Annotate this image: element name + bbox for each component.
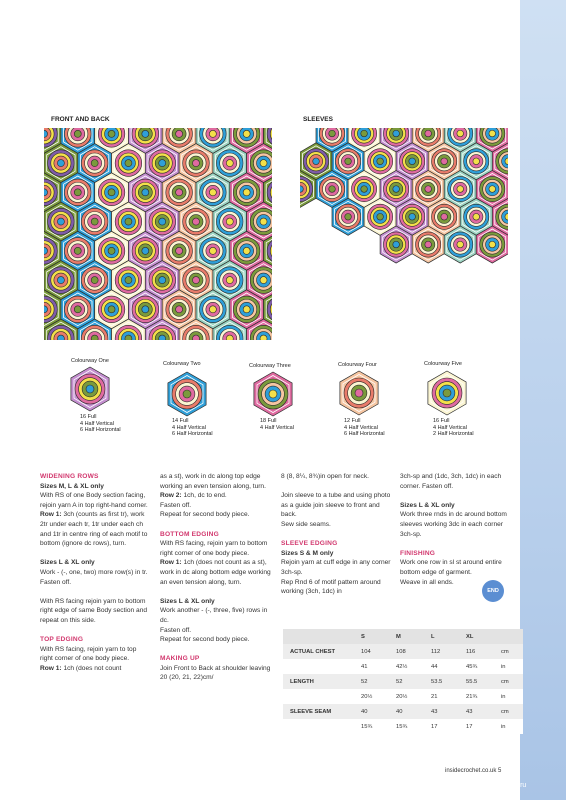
bottom-sizes-l-xl-subheading: Sizes L & XL only (160, 597, 215, 605)
colourway-one-label: Colourway One (71, 358, 109, 364)
widening-more-rows-text: Work - (-, one, two) more row(s) in tr. Fasten off. (40, 568, 148, 586)
colourway-four-label: Colourway Four (338, 362, 377, 368)
size-table (283, 629, 523, 734)
pattern-column-2 (160, 472, 272, 683)
colourway-five-counts (433, 418, 474, 438)
colourway-two-counts (172, 418, 213, 438)
making-up-text: Join Front to Back at shoulder leaving 20 (20, 21, 22)cm/ (160, 664, 271, 682)
sew-seams-text: Sew side seams. (281, 520, 331, 528)
sleeve-edging-heading: SLEEVE EDGING (281, 540, 338, 548)
top-edging-heading: TOP EDGING (40, 636, 84, 644)
colourway-two-full: 14 Full (172, 418, 189, 424)
widening-repeat-text: With RS facing rejoin yarn to bottom right edge of same Body section and repeat on this side. (40, 597, 148, 624)
colourway-two-swatch (164, 371, 210, 417)
colourway-five-full: 16 Full (433, 418, 450, 424)
neck-opening-text: 8 (8, 8¼, 8¾)in open for neck. (281, 473, 369, 480)
sleeves-label: SLEEVES (303, 116, 333, 123)
side-decoration-strip (520, 0, 566, 800)
colourway-one-full: 16 Full (80, 414, 97, 420)
bottom-repeat-text: Repeat for second body piece. (160, 636, 250, 644)
colourway-three-swatch (250, 371, 296, 417)
size-table-header: S M L XL (283, 629, 523, 644)
making-up-heading: MAKING UP (160, 655, 200, 663)
sleeve-sizes-l-xl-subheading: Sizes L & XL only (400, 501, 455, 509)
finishing-heading: FINISHING (400, 549, 436, 557)
sizes-l-xl-subheading: Sizes L & XL only (40, 559, 95, 567)
colourway-four-horizontal: 6 Half Horizontal (344, 431, 385, 437)
table-row: SLEEVE SEAM 40 40 43 43 cm (283, 704, 523, 719)
hexagon-motif (340, 371, 378, 415)
sleeves-diagram (300, 128, 508, 310)
weave-ends-text: Weave in all ends. (400, 578, 454, 586)
colourway-five-horizontal: 2 Half Horizontal (433, 431, 474, 437)
pattern-column-3 (281, 472, 391, 597)
colourway-four-full: 12 Full (344, 418, 361, 424)
pattern-column-1 (40, 472, 148, 673)
hexagon-motif (168, 372, 206, 416)
colourway-one-counts (80, 414, 121, 434)
colourway-one-horizontal: 6 Half Horizontal (80, 427, 121, 433)
colourway-four-vertical: 4 Half Vertical (344, 424, 378, 431)
end-badge: END (482, 580, 504, 602)
colourway-five-swatch (424, 370, 470, 416)
page-number: 5 (498, 768, 502, 774)
widening-intro-text: With RS of one Body section facing, rejoin yarn A in top right-hand corner. (40, 492, 148, 509)
colourway-one-vertical: 4 Half Vertical (80, 420, 114, 427)
colourway-four-counts (344, 418, 385, 438)
front-back-label: FRONT AND BACK (51, 116, 110, 123)
colourway-two-vertical: 4 Half Vertical (172, 424, 206, 431)
colourway-three-vertical: 4 Half Vertical (260, 424, 294, 431)
colourway-two-horizontal: 6 Half Horizontal (172, 431, 213, 437)
sizes-s-m-subheading: Sizes S & M only (281, 549, 334, 557)
sizes-m-l-xl-subheading: Sizes M, L & XL only (40, 482, 104, 490)
watermark-text: PassionForum.ru (473, 782, 527, 789)
bottom-edging-more-rows-text: Work another - (-, three, five) rows in dc. (160, 607, 268, 624)
colourway-three-label: Colourway Three (249, 363, 291, 369)
colourway-four-swatch (336, 370, 382, 416)
table-row: 41 42½ 44 45¾ in (283, 659, 523, 674)
fasten-off-text: Fasten off. (160, 501, 192, 509)
bottom-edging-heading: BOTTOM EDGING (160, 530, 219, 538)
hexagon-motif (71, 367, 109, 411)
page-footer (445, 768, 501, 774)
rep-rnd-text: Rep Rnd 6 of motif pattern around working (3ch, 1dc) in (281, 578, 381, 596)
top-edging-row-1: Row 1: 1ch (does not count (40, 664, 122, 672)
widening-rows-heading: WIDENING ROWS (40, 473, 99, 480)
footer-site: insidecrochet.co.uk (445, 768, 497, 774)
colourway-five-vertical: 4 Half Vertical (433, 424, 467, 431)
top-edging-intro-text: With RS facing, rejoin yarn to top right corner of one body piece. (40, 645, 137, 663)
widening-row-1: Row 1: 3ch (counts as first tr), work 2tr under each tr, 1tr under each ch and 1tr in centre ring of each motif to bottom (ignore dc rows), turn. (40, 511, 148, 548)
bottom-edging-intro-text: With RS facing, rejoin yarn to bottom right corner of one body piece. (160, 540, 268, 557)
hexagon-motif (428, 371, 466, 415)
repeat-body-text: Repeat for second body piece. (160, 511, 250, 519)
hexagon-motif (254, 372, 292, 416)
pattern-column-4 (400, 472, 508, 587)
table-row: 15¾ 15¾ 17 17 in (283, 719, 523, 734)
sleeve-rounds-text: Work three rnds in dc around bottom sleeves working 3dc in each corner 3ch-sp. (400, 511, 507, 538)
colourway-three-full: 18 Full (260, 418, 277, 424)
colourway-one-swatch (67, 366, 113, 412)
table-row: 20½ 20½ 21 21¾ in (283, 689, 523, 704)
table-row: ACTUAL CHEST 104 108 112 116 cm (283, 644, 523, 659)
bottom-fasten-off-text: Fasten off. (160, 626, 192, 634)
table-row: LENGTH 52 52 53.5 55.5 cm (283, 674, 523, 689)
top-edging-row-2: Row 2: 1ch, dc to end. (160, 492, 227, 500)
top-edging-continued-text: as a st), work in dc along top edge working an even tension along, turn. (160, 473, 266, 490)
rejoin-yarn-text: Rejoin yarn at cuff edge in any corner 3ch-sp. (281, 559, 391, 576)
front-back-diagram (44, 128, 272, 340)
colourway-five-label: Colourway Five (424, 361, 462, 367)
bottom-edging-row-1: Row 1: 1ch (does not count as a st), work in dc along bottom edge working an even tension along, turn. (160, 559, 271, 586)
colourway-three-counts (260, 418, 294, 431)
finishing-sl-st-text: Work one row in sl st around entire bottom edge of garment. (400, 559, 502, 576)
join-sleeve-text: Join sleeve to a tube and using photo as a guide join sleeve to front and back. (281, 492, 391, 519)
colourway-two-label: Colourway Two (163, 361, 201, 367)
corner-instruction-text: 3ch-sp and (1dc, 3ch, 1dc) in each corner. Fasten off. (400, 473, 502, 490)
